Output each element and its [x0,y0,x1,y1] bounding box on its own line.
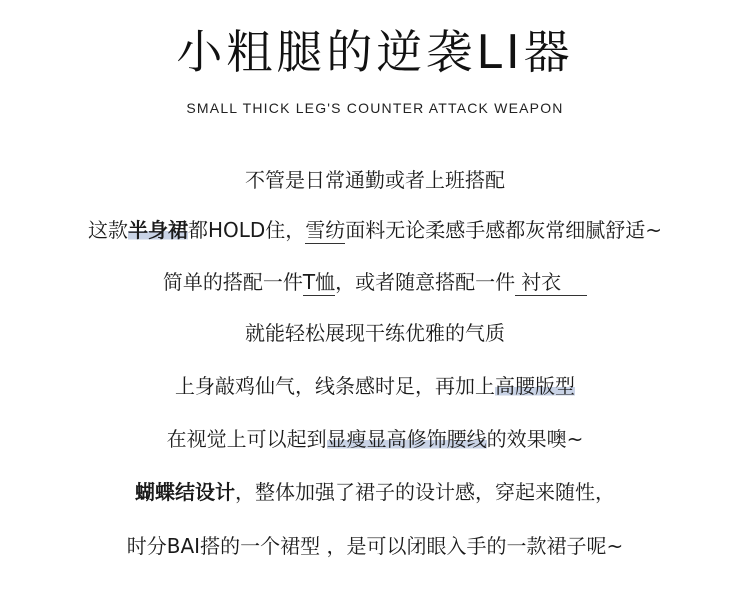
line-2-part-c: 都HOLD住， [187,218,306,242]
page-subtitle: SMALL THICK LEG'S COUNTER ATTACK WEAPON [186,100,564,116]
line-3-part-a: 简单的搭配一件 [162,270,303,294]
line-6-part-a: 在视觉上可以起到 [166,427,327,451]
line-2-part-a: 这款 [87,218,128,242]
shirt-underline: 衬衣 [515,270,587,296]
text-line-7 [0,477,750,507]
line-6-part-c: 的效果噢~ [486,427,584,451]
text-line-3 [0,267,750,297]
line-7-part-b: ，整体加强了裙子的设计感，穿起来随性， [235,480,615,504]
tshirt-underline: T恤 [302,270,336,294]
bow-design-bold: 蝴蝶结设计 [135,480,235,504]
line-8-text: 时分BAI搭的一个裙型 ，是可以闭眼入手的一款裙子呢~ [126,534,624,558]
text-line-1 [0,165,750,195]
text-line-5 [0,371,750,401]
page-title: 小粗腿的逆袭LI器 [176,25,574,79]
slimming-highlight: 显瘦显高修饰腰线 [326,427,487,451]
line-1-text: 不管是日常通勤或者上班搭配 [245,168,505,192]
line-3-part-c: ，或者随意搭配一件 [335,270,516,294]
line-4-text: 就能轻松展现干练优雅的气质 [245,321,505,345]
half-skirt-highlight: 半身裙 [127,218,188,242]
text-line-4 [0,318,750,348]
chiffon-underline: 雪纺 [305,218,346,242]
high-waist-highlight: 高腰版型 [495,374,575,398]
line-5-part-a: 上身敲鸡仙气，线条感时足，再加上 [175,374,495,398]
line-2-part-e: 面料无论柔感手感都灰常细腻舒适~ [345,218,663,242]
text-line-2 [0,215,750,245]
text-line-8 [0,531,750,561]
text-line-6 [0,424,750,454]
